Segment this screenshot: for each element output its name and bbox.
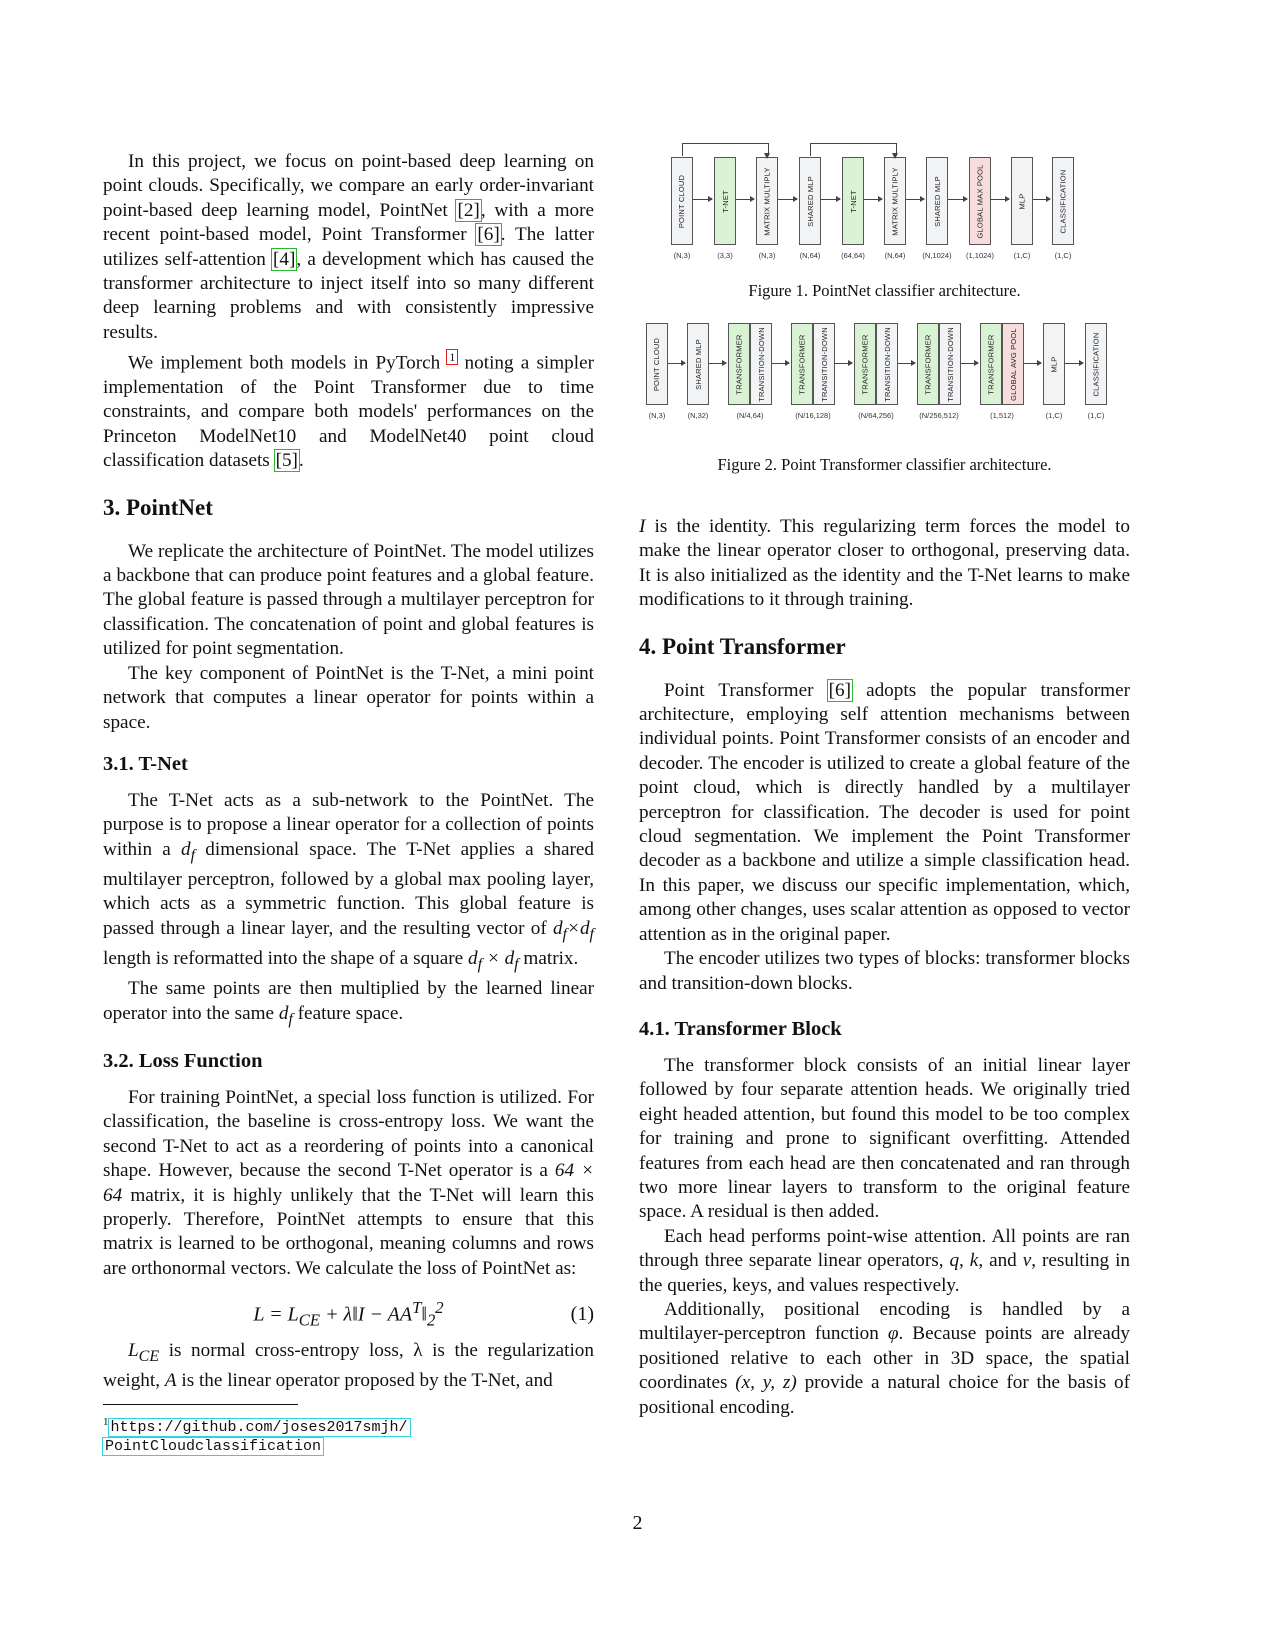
tnet-paragraph-2: The same points are then multiplied by the learned linear operator into the same $d_f$ feature space.	[103, 978, 594, 1028]
diagram-dimension-label: (N/256,512)	[919, 411, 959, 420]
intro-paragraph-1: In this project, we focus on point-based deep learning on point clouds. Specifically, we compare an early order-invariant point-based deep learning model, PointNet [2], with a more recent point-based model, Point Transformer [6]. The latter utilizes self-attention [4], a development which has caused the transformer architecture to inject itself into so many different deep learning problems and with consistently impressive results.	[103, 151, 595, 343]
diagram-dimension-label: (1,1024)	[966, 251, 994, 260]
figure-1-caption: Figure 1. PointNet classifier architecture.	[748, 281, 1021, 300]
pointnet-paragraph-1: We replicate the architecture of PointNet. The model utilizes a backbone that can produce point features and a global feature. The global feature is passed through a multilayer perceptron for classification. The concatenation of point and global features is utilized for point segmentation.	[103, 540, 594, 660]
diagram-arrow	[821, 199, 840, 200]
figure-2-caption: Figure 2. Point Transformer classifier architecture.	[717, 455, 1052, 474]
diagram-arrowhead	[764, 153, 770, 159]
diagram-block-t-net: T-NET	[842, 157, 864, 245]
diagram-arrow	[709, 363, 726, 364]
footnote-url-link[interactable]: PointCloudclassification	[105, 1437, 322, 1455]
diagram-block-global-avg-pool: GLOBAL AVG POOL	[1002, 323, 1024, 405]
diagram-skip-connection	[682, 143, 769, 156]
diagram-arrow	[906, 199, 924, 200]
citation-link[interactable]: [6]	[477, 224, 500, 246]
diagram-block-matrix-multiply: MATRIX MULTIPLY	[884, 157, 906, 245]
diagram-dimension-label: (N,3)	[673, 251, 691, 260]
diagram-dimension-label: (1,C)	[1087, 411, 1105, 420]
citation-link[interactable]: [4]	[273, 248, 296, 270]
diagram-skip-connection	[810, 143, 897, 156]
tb-paragraph-3: Additionally, positional encoding is handled by a multilayer-perceptron function φ. Because points are already positioned relative to each other in 3D space, the spatial coordinates (x, y, z) provide a natural choice for the basis of positional encoding.	[639, 1298, 1131, 1418]
section-title-point-transformer: 4. Point Transformer	[639, 633, 846, 659]
diagram-block-transformer: TRANSFORMER	[917, 323, 939, 405]
right-column	[639, 135, 1130, 1420]
diagram-block-transition-down: TRANSITION-DOWN	[876, 323, 898, 405]
diagram-arrow	[948, 199, 967, 200]
loss-paragraph-1: For training PointNet, a special loss function is utilized. For classification, the baseline is cross-entropy loss. We want the second T-Net to act as a reordering of points into a canonical shape. However, because the second T-Net operator is a 64 × 64 matrix, it is highly unlikely that the T-Net will learn this properly. Therefore, PointNet attempts to ensure that this matrix is learned to be orthogonal, meaning columns and rows are orthonormal vectors. We calculate the loss of PointNet as:	[103, 1086, 594, 1279]
citation-link[interactable]: [5]	[275, 450, 298, 472]
diagram-arrow	[736, 199, 754, 200]
diagram-dimension-label: (N/64,256)	[858, 411, 894, 420]
diagram-arrow	[1033, 199, 1050, 200]
diagram-block-shared-mlp: SHARED MLP	[799, 157, 821, 245]
diagram-dimension-label: (N/16,128)	[795, 411, 831, 420]
diagram-block-transformer: TRANSFORMER	[791, 323, 813, 405]
diagram-block-classification: CLASSIFICATION	[1085, 323, 1107, 405]
diagram-arrow	[898, 363, 915, 364]
citation-link[interactable]: [2]	[457, 199, 480, 221]
section-title-pointnet: 3. PointNet	[103, 494, 213, 520]
pt-paragraph-1: Point Transformer [6] adopts the popular transformer architecture, employing self attention mechanisms between individual points. Point Transformer consists of an encoder and decoder. The encoder is utilized to create a global feature of the point cloud, which is directly handled by a multilayer perceptron for classification. The decoder is used for point cloud segmentation. We implement the Point Transformer decoder as a backbone and utilize a simple classification head. In this paper, we discuss our specific implementation, which, among other changes, uses scalar attention as opposed to vector attention as in the original paper.	[639, 679, 1131, 945]
citation-link[interactable]: [6]	[828, 679, 851, 701]
diagram-arrowhead	[892, 153, 898, 159]
footnote-rule	[103, 1404, 298, 1405]
diagram-dimension-label: (1,C)	[1045, 411, 1063, 420]
diagram-block-t-net: T-NET	[714, 157, 736, 245]
footnote: $^1$ https://github.com/joses2017smjh/ PointCloudclassification	[103, 1415, 408, 1455]
left-column	[103, 150, 594, 1456]
diagram-dimension-label: (N,64)	[884, 251, 906, 260]
diagram-block-transition-down: TRANSITION-DOWN	[939, 323, 961, 405]
diagram-arrow	[961, 363, 978, 364]
diagram-block-global-max-pool: GLOBAL MAX POOL	[969, 157, 991, 245]
tb-paragraph-1: The transformer block consists of an initial linear layer followed by four separate attention heads. We originally tried eight headed attention, but found this model to be too complex for training and prone to significant overfitting. Attended features from each head are then concatenated and ran through two more linear layers to transform to the original feature space. A residual is then added.	[639, 1054, 1130, 1223]
subsection-title-tnet: 3.1. T-Net	[103, 752, 188, 775]
figure-pointnet-architecture	[639, 135, 1130, 285]
diagram-block-point-cloud: POINT CLOUD	[646, 323, 668, 405]
footnote-url-link[interactable]: https://github.com/joses2017smjh/	[110, 1418, 408, 1436]
page-number: 2	[632, 1512, 643, 1534]
intro-paragraph-2: We implement both models in PyTorch $^1$ noting a simpler implementation of the Point Transformer due to time constraints, and compare both models' performances on the Princeton ModelNet10 and ModelNet40 point cloud classification datasets [5].	[103, 350, 594, 472]
diagram-dimension-label: (3,3)	[717, 251, 733, 260]
diagram-arrow	[668, 363, 685, 364]
diagram-dimension-label: (N,3)	[648, 411, 666, 420]
diagram-block-point-cloud: POINT CLOUD	[671, 157, 693, 245]
footnote-link[interactable]: 1	[449, 350, 456, 365]
diagram-block-shared-mlp: SHARED MLP	[687, 323, 709, 405]
diagram-dimension-label: (N/4,64)	[736, 411, 764, 420]
diagram-dimension-label: (N,64)	[799, 251, 821, 260]
equation-loss: $L = L_{CE}$ + λ‖I − $AA^T‖_2^2$ (1)	[253, 1297, 594, 1330]
diagram-dimension-label: (N,32)	[687, 411, 709, 420]
diagram-dimension-label: (N,1024)	[922, 251, 952, 260]
identity-paragraph: I is the identity. This regularizing term forces the model to make the linear operator closer to orthogonal, preserving data. It is also initialized as the identity and the T-Net learns to make modifications to it through training.	[639, 516, 1130, 611]
diagram-arrow	[1024, 363, 1041, 364]
tb-paragraph-2: Each head performs point-wise attention. All points are ran through three separate linear operators, q, k, and v, resulting in the queries, keys, and values respectively.	[639, 1225, 1130, 1296]
diagram-arrow	[693, 199, 712, 200]
diagram-block-shared-mlp: SHARED MLP	[926, 157, 948, 245]
diagram-block-transformer: TRANSFORMER	[854, 323, 876, 405]
diagram-block-transition-down: TRANSITION-DOWN	[750, 323, 772, 405]
diagram-dimension-label: (1,C)	[1054, 251, 1072, 260]
diagram-arrow	[772, 363, 789, 364]
diagram-dimension-label: (1,512)	[990, 411, 1014, 420]
pointnet-paragraph-2: The key component of PointNet is the T-Net, a mini point network that computes a linear operator for points within a space.	[103, 662, 594, 733]
diagram-arrow	[864, 199, 882, 200]
diagram-block-transition-down: TRANSITION-DOWN	[813, 323, 835, 405]
tnet-paragraph-1: The T-Net acts as a sub-network to the PointNet. The purpose is to propose a linear operator for a collection of points within a $d_f$ dimensional space. The T-Net applies a shared multilayer perceptron, followed by a global max pooling layer, which acts as a symmetric function. This global feature is passed through a linear layer, and the resulting vector of $d_f\times d_f$ length is reformatted into the shape of a square $d_f \times d_f$ matrix.	[103, 789, 594, 973]
diagram-block-classification: CLASSIFICATION	[1052, 157, 1074, 245]
diagram-block-mlp: MLP	[1043, 323, 1065, 405]
equation-number: (1)	[570, 1302, 594, 1325]
diagram-block-transformer: TRANSFORMER	[728, 323, 750, 405]
diagram-arrow	[991, 199, 1009, 200]
pt-paragraph-2: The encoder utilizes two types of blocks: transformer blocks and transition-down blocks.	[639, 948, 1130, 994]
figure-point-transformer-architecture	[639, 313, 1130, 453]
diagram-arrow	[778, 199, 797, 200]
diagram-block-matrix-multiply: MATRIX MULTIPLY	[756, 157, 778, 245]
subsection-title-loss: 3.2. Loss Function	[103, 1049, 263, 1072]
diagram-arrow	[1065, 363, 1083, 364]
after-equation-paragraph: $L_{CE}$ is normal cross-entropy loss, λ is the regularization weight, A is the linear operator proposed by the T-Net, and	[103, 1340, 594, 1392]
diagram-dimension-label: (64,64)	[841, 251, 865, 260]
diagram-block-transformer: TRANSFORMER	[980, 323, 1002, 405]
subsection-title-transformer-block: 4.1. Transformer Block	[639, 1017, 842, 1040]
diagram-block-mlp: MLP	[1011, 157, 1033, 245]
diagram-arrow	[835, 363, 852, 364]
diagram-dimension-label: (N,3)	[758, 251, 776, 260]
diagram-dimension-label: (1,C)	[1013, 251, 1031, 260]
